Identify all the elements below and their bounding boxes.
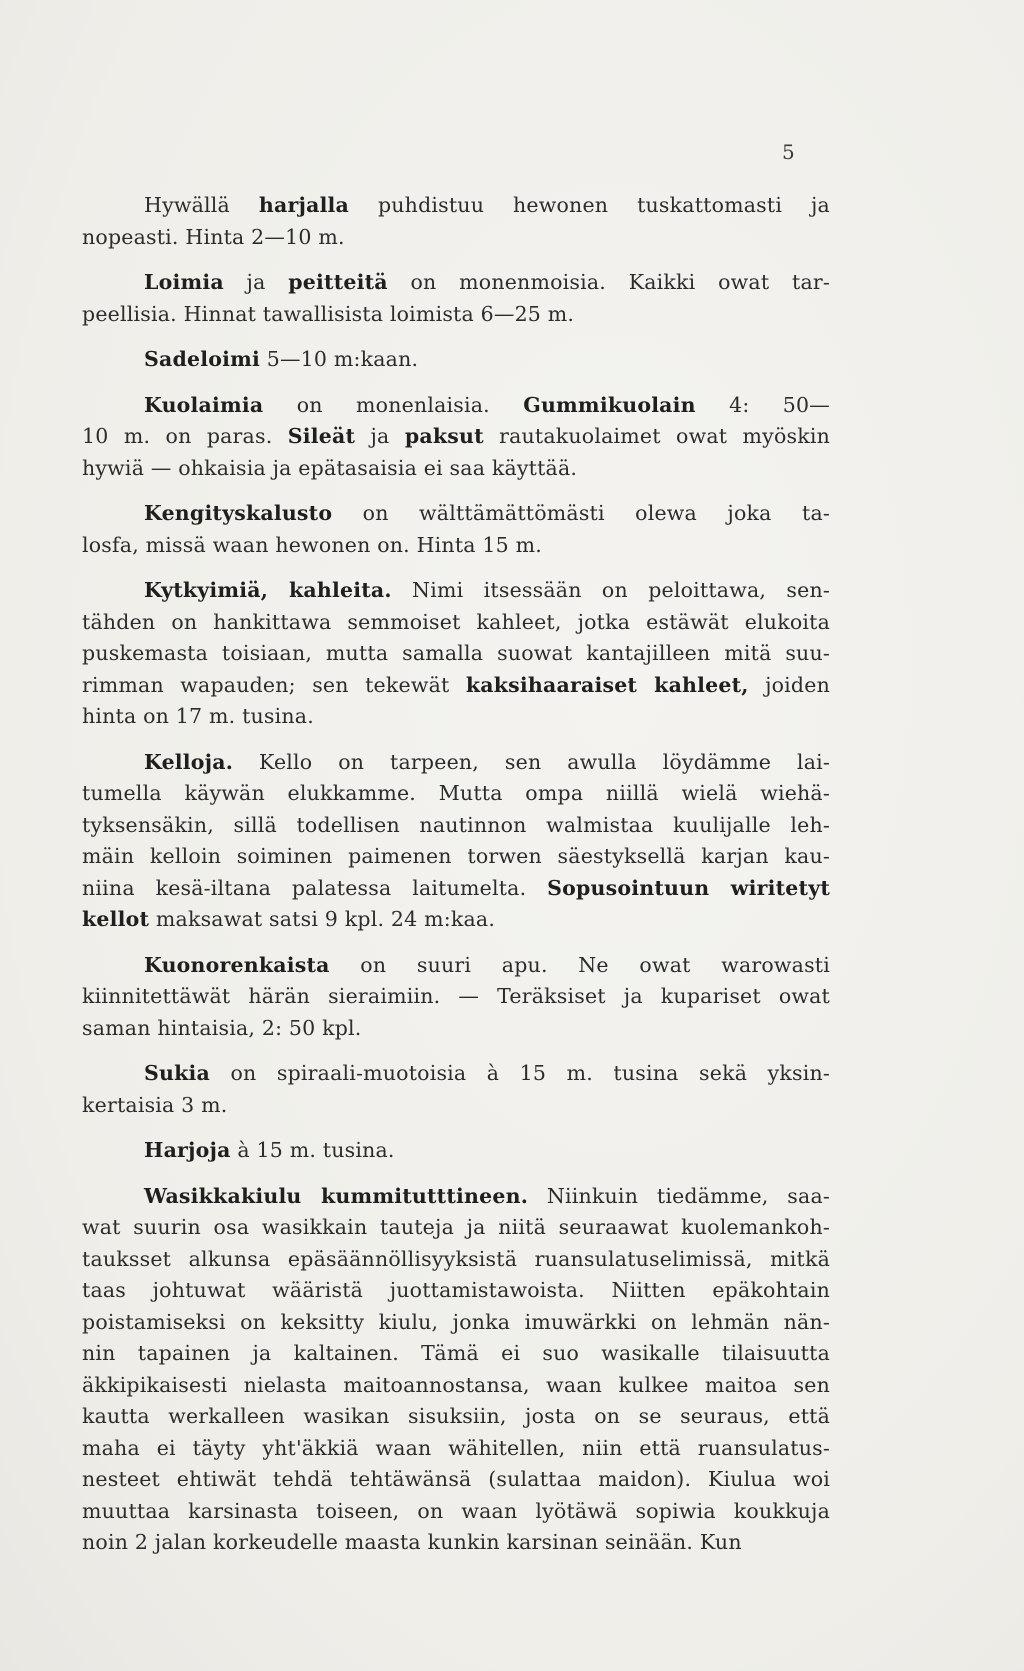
bold-term: kellot xyxy=(82,907,150,931)
bold-term: paksut xyxy=(404,424,484,448)
text-line xyxy=(82,950,830,982)
text-run: kiinnitettäwät härän sieraimiin. — Teräksiset ja kupariset owat xyxy=(82,984,830,1008)
paragraph xyxy=(82,1181,830,1559)
text-line xyxy=(82,638,830,670)
text-run: 4: 50— xyxy=(695,392,830,417)
text-run: ja xyxy=(355,424,405,448)
paragraph xyxy=(82,267,830,330)
paragraph xyxy=(82,498,830,561)
text-run: nopeasti. Hinta 2—10 m. xyxy=(82,224,345,249)
paragraph xyxy=(82,1058,830,1121)
text-run: Nimi itsessään on peloittawa, sen- xyxy=(391,578,830,602)
text-run: on suuri apu. Ne owat warowasti xyxy=(329,952,830,977)
paragraph xyxy=(82,950,830,1045)
text-run: tähden on hankittawa semmoiset kahleet, jotka estäwät elukoita xyxy=(82,609,830,634)
text-line xyxy=(82,981,830,1013)
text-run: peellisia. Hinnat tawallisista loimista 6—25 m. xyxy=(82,301,575,326)
text-run: saman hintaisia, 2: 50 kpl. xyxy=(82,1015,362,1040)
bold-term: Kuonorenkaista xyxy=(144,952,330,977)
bold-term: Kuolaimia xyxy=(144,392,264,417)
text-run: on monenmoisia. Kaikki owat tar- xyxy=(387,270,830,294)
text-run: à 15 m. tusina. xyxy=(230,1138,395,1162)
text-run: rimman wapauden; sen tekewät xyxy=(82,672,466,697)
text-line xyxy=(82,190,830,222)
text-run: rautakuolaimet owat myöskin xyxy=(483,424,830,448)
text-run: mäin kelloin soiminen paimenen torwen säestyksellä karjan kau- xyxy=(82,844,830,868)
text-run: Hywällä xyxy=(144,193,259,217)
text-run: Kello on tarpeen, sen awulla löydämme lai- xyxy=(233,749,830,774)
text-run: losfa, missä waan hewonen on. Hinta 15 m. xyxy=(82,532,542,557)
text-line xyxy=(82,267,830,299)
text-run: joiden xyxy=(748,672,830,697)
text-run: maksawat satsi 9 kpl. 24 m:kaa. xyxy=(149,907,496,931)
bold-term: Loimia xyxy=(144,270,224,294)
text-line xyxy=(82,1401,830,1433)
paragraph xyxy=(82,1135,830,1167)
bold-term: kaksihaaraiset kahleet, xyxy=(465,672,749,697)
text-run: äkkipikaisesti nielasta maitoannostansa, waan kulkee maitoa sen xyxy=(82,1372,830,1397)
paragraph xyxy=(82,747,830,936)
text-line xyxy=(82,1135,830,1167)
text-run: puskemasta toisiaan, mutta samalla suowat kantajilleen mitä suu- xyxy=(82,641,830,665)
text-line xyxy=(82,607,830,639)
text-run: on monenlaisia. xyxy=(263,392,524,417)
text-run: on spiraali-muotoisia à 15 m. tusina sekä yksin- xyxy=(209,1061,830,1085)
text-line xyxy=(82,778,830,810)
text-run: kautta werkalleen wasikan sisuksiin, josta on se seuraus, että xyxy=(82,1404,830,1428)
text-run: wat suurin osa wasikkain tauteja ja niitä seuraawat kuolemankoh- xyxy=(82,1215,830,1239)
text-line xyxy=(82,421,830,453)
text-run: Niinkuin tiedämme, saa- xyxy=(528,1183,830,1208)
text-line xyxy=(82,530,830,562)
text-run: nin tapainen ja kaltainen. Tämä ei suo wasikalle tilaisuutta xyxy=(82,1341,830,1365)
text-line xyxy=(82,1058,830,1090)
paragraph xyxy=(82,344,830,376)
text-line xyxy=(82,841,830,873)
text-line xyxy=(82,575,830,607)
bold-term: Kelloja. xyxy=(144,749,234,774)
text-run: niina kesä-iltana palatessa laitumelta. xyxy=(82,875,548,900)
text-line xyxy=(82,453,830,485)
text-run: hinta on 17 m. tusina. xyxy=(82,704,314,728)
text-run: taas johtuwat wääristä juottamistawoista. Niitten epäkohtain xyxy=(82,1278,830,1302)
text-line xyxy=(82,1244,830,1276)
text-line xyxy=(82,344,830,376)
text-run: maha ei täyty yht'äkkiä waan wähitellen, niin että ruansulatus- xyxy=(82,1435,830,1460)
bold-term: Wasikkakiulu kummitutttineen. xyxy=(144,1183,529,1208)
text-line xyxy=(82,1370,830,1402)
paragraph xyxy=(82,190,830,253)
paragraph xyxy=(82,575,830,733)
text-line xyxy=(82,747,830,779)
bold-term: Sukia xyxy=(144,1061,210,1085)
text-run: ja xyxy=(223,270,289,294)
bold-term: peitteitä xyxy=(288,270,388,294)
text-line xyxy=(82,1433,830,1465)
bold-term: Sadeloimi xyxy=(144,347,260,371)
bold-term: Kengityskalusto xyxy=(144,501,333,525)
bold-term: Gummikuolain xyxy=(523,392,696,417)
text-line xyxy=(82,1181,830,1213)
bold-term: Harjoja xyxy=(144,1138,231,1162)
text-run: 10 m. on paras. xyxy=(82,424,288,448)
text-line xyxy=(82,1464,830,1496)
text-line xyxy=(82,1275,830,1307)
text-line xyxy=(82,390,830,422)
text-run: tauksset alkunsa epäsäännöllisyyksistä ruansulatuselimissä, mitkä xyxy=(82,1246,830,1271)
text-line xyxy=(82,670,830,702)
text-line xyxy=(82,701,830,733)
text-run: hywiä — ohkaisia ja epätasaisia ei saa käyttää. xyxy=(82,455,578,480)
text-run: nesteet ehtiwät tehdä tehtäwänsä (sulattaa maidon). Kiulua woi xyxy=(82,1467,830,1491)
body-text xyxy=(82,190,830,1573)
page-number: 5 xyxy=(782,140,795,164)
text-line xyxy=(82,299,830,331)
text-run: on wälttämättömästi olewa joka ta- xyxy=(332,501,830,525)
text-run: tyksensäkin, sillä todellisen nautinnon walmistaa kuulijalle leh- xyxy=(82,812,830,837)
text-run: tumella käywän elukkamme. Mutta ompa niillä wielä wiehä- xyxy=(82,781,830,805)
text-line xyxy=(82,1496,830,1528)
text-line xyxy=(82,1212,830,1244)
text-line xyxy=(82,1013,830,1045)
text-line xyxy=(82,1527,830,1559)
bold-term: Sopusointuun wiritetyt xyxy=(547,875,830,900)
text-run: poistamiseksi on keksitty kiulu, jonka imuwärkki on lehmän nän- xyxy=(82,1309,830,1334)
paragraph xyxy=(82,390,830,485)
bold-term: Sileät xyxy=(287,424,356,448)
text-run: muuttaa karsinasta toiseen, on waan lyötäwä sopiwia koukkuja xyxy=(82,1498,830,1523)
text-line xyxy=(82,904,830,936)
text-run: 5—10 m:kaan. xyxy=(260,347,419,371)
bold-term: harjalla xyxy=(258,193,350,217)
bold-term: Kytkyimiä, kahleita. xyxy=(144,578,392,602)
text-run: kertaisia 3 m. xyxy=(82,1092,228,1117)
text-line xyxy=(82,1307,830,1339)
text-line xyxy=(82,222,830,254)
text-run: noin 2 jalan korkeudelle maasta kunkin karsinan seinään. Kun xyxy=(82,1530,742,1554)
text-run: puhdistuu hewonen tuskattomasti ja xyxy=(349,193,830,217)
text-line xyxy=(82,810,830,842)
text-line xyxy=(82,498,830,530)
text-line xyxy=(82,1338,830,1370)
text-line xyxy=(82,873,830,905)
text-line xyxy=(82,1090,830,1122)
